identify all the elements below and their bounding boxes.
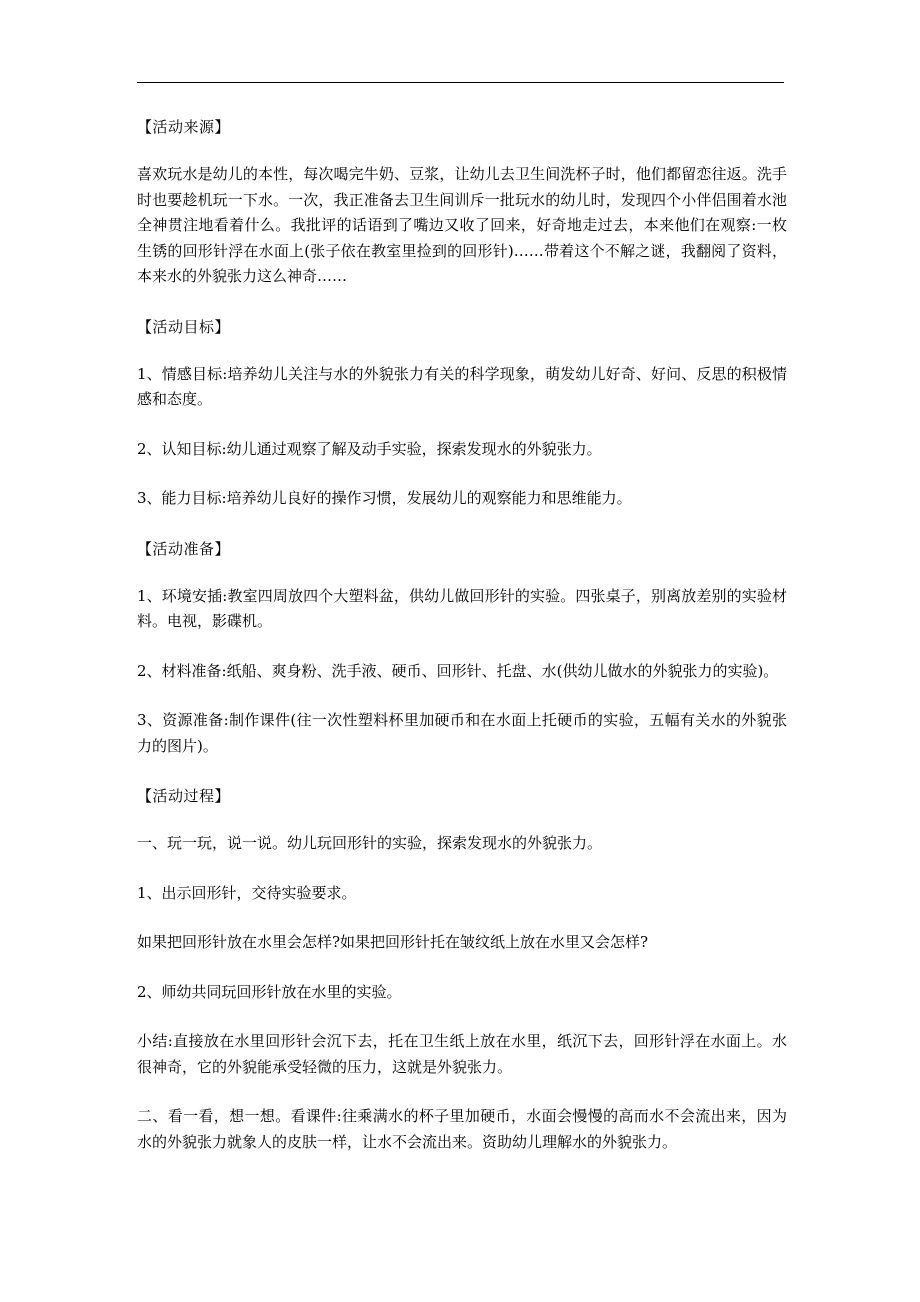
process-substep-2: 2、师幼共同玩回形针放在水里的实验。 bbox=[137, 982, 402, 1001]
section-heading-process: 【活动过程】 bbox=[137, 787, 231, 805]
prep-item-materials: 2、材料准备:纸船、爽身粉、洗手液、硬币、回形针、托盘、水(供幼儿做水的外貌张力的实验)。 bbox=[137, 661, 779, 680]
process-step-two: 二、看一看，想一想。看课件:往乘满水的杯子里加硬币，水面会慢慢的高而水不会流出来，因为水的外貌张力就象人的皮肤一样，让水不会流出来。资助幼儿理解水的外貌张力。 bbox=[137, 1107, 787, 1151]
document-body bbox=[137, 114, 787, 1179]
process-summary: 小结:直接放在水里回形针会沉下去，托在卫生纸上放在水里，纸沉下去，回形针浮在水面上。水很神奇，它的外貌能承受轻微的压力，这就是外貌张力。 bbox=[137, 1032, 787, 1076]
prep-item-environment: 1、环境安插:教室四周放四个大塑料盆，供幼儿做回形针的实验。四张桌子，别离放差别的实验材料。电视，影碟机。 bbox=[137, 586, 787, 630]
prep-item-resources: 3、资源准备:制作课件(往一次性塑料杯里加硬币和在水面上托硬币的实验，五幅有关水的外貌张力的图片)。 bbox=[137, 711, 787, 755]
section-heading-source: 【活动来源】 bbox=[137, 118, 231, 136]
goal-item-emotion: 1、情感目标:培养幼儿关注与水的外貌张力有关的科学现象，萌发幼儿好奇、好问、反思的积极情感和态度。 bbox=[137, 364, 787, 408]
goal-item-ability: 3、能力目标:培养幼儿良好的操作习惯，发展幼儿的观察能力和思维能力。 bbox=[137, 489, 632, 507]
header-rule bbox=[137, 82, 784, 83]
section-heading-preparation: 【活动准备】 bbox=[137, 539, 231, 558]
process-substep-1: 1、出示回形针，交待实验要求。 bbox=[137, 883, 357, 902]
goal-item-cognition: 2、认知目标:幼儿通过观察了解及动手实验，探索发现水的外貌张力。 bbox=[137, 439, 602, 458]
process-question: 如果把回形针放在水里会怎样?如果把回形针托在皱纹纸上放在水里又会怎样? bbox=[137, 933, 649, 951]
section-heading-goals: 【活动目标】 bbox=[137, 317, 231, 336]
process-step-one: 一、玩一玩，说一说。幼儿玩回形针的实验，探索发现水的外貌张力。 bbox=[137, 834, 603, 852]
source-paragraph: 喜欢玩水是幼儿的本性，每次喝完牛奶、豆浆，让幼儿去卫生间洗杯子时，他们都留恋往返。洗手时也要趁机玩一下水。一次，我正准备去卫生间训斥一批玩水的幼儿时，发现四个小伴侣围着水池全神贯注地看着什么。我批评的话语到了嘴边又收了回来，好奇地走过去，本来他们在观察:一枚生锈的回形针浮在水面上(张子依在教室里捡到的回形针)……带着这个不解之谜，我翻阅了资料，本来水的外貌张力这么神奇…… bbox=[137, 165, 787, 285]
